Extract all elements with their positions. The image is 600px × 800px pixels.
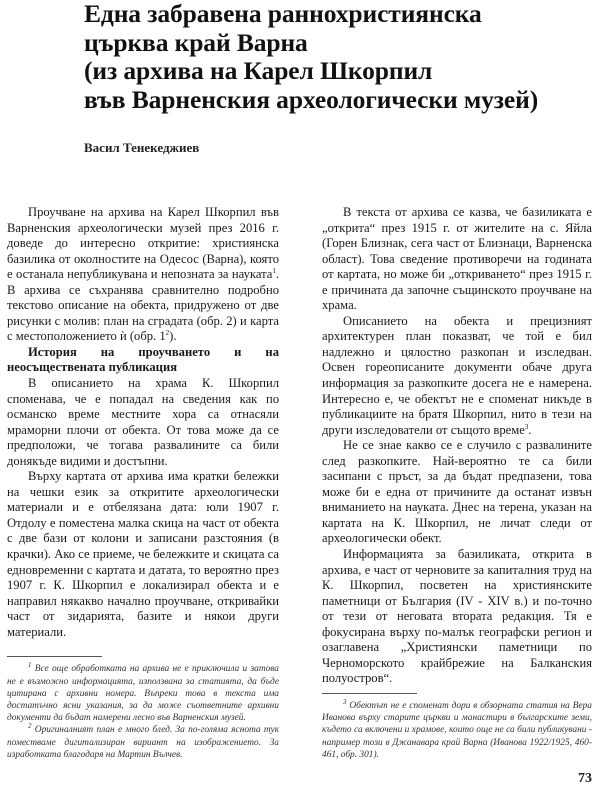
article-title [84,0,584,114]
paragraph-text: . В архива се съхранява сравнително подробно текстово описание на обекта, придружено от две рисунки с молив: план на сградата (обр. 2) и карта с местоположението ѝ (обр. 1 [7,267,279,344]
author-name: Васил Тенекеджиев [84,140,200,155]
footnote-divider [322,693,417,694]
paragraph-text: ). [169,329,177,344]
right-column [322,205,592,761]
footnote-ref-2[interactable]: 2 [165,329,170,338]
footnote-text: Все още обработката на архива не е приключила и затова не е възможно информацията, използвана за статията, да бъде цитирана с архивни номера. Въпреки това в текста има достатъчно ясни указания, за да може съответните архивни документи да бъдат намерени лесно във Варненския музей. [7,664,279,724]
paragraph-text: Проучване на архива на Карел Шкорпил във Варненския археологически музей през 2016 г. доведе до интересно откритие: християнска базилика от околностите на Одесос (Варна), която е останала непубликувана и непозната за науката [7,205,279,282]
left-column [7,205,279,761]
footnote-number: 1 [28,661,32,670]
footnote-divider [7,656,102,657]
page-number: 73 [578,771,592,786]
footnote-number: 3 [343,697,347,706]
paragraph-text: Описанието на обекта и прецизният архитектурен план показват, че той е бил надлежно и цялостно разкопан и изследван. Освен гореописаните документи обаче друга информация за разкопките досега не е намерена. Интересно е, че обектът не е споменат никъде в публикациите на братя Шкорпил, нито в тези на други изследователи от същото време [322,313,592,437]
section-subheading: История на проучването и на неосъществената публикация [7,344,279,375]
footnote-1 [7,663,279,724]
title-line-4: във Варненския археологически музей) [84,84,539,114]
footnote-2 [7,724,279,761]
title-line-2: църква край Варна [84,27,308,57]
footnote-ref-3[interactable]: 3 [524,422,529,431]
paragraph: Информацията за базиликата, открита в архива, е част от черновите за капиталния труд на К. Шкорпил, посветен на християнските паметници от България (IV - XIV в.) и по-точно от тези от неговата втората редакция. Тя е фокусирана върху по-малък географски регион и озаглавена „Християнски паметници по Черноморското крайбрежие на Балканския полуостров“. [322,547,592,686]
footnote-3 [322,697,592,761]
paragraph: Не се знае какво се е случило с развалините след разкопките. Най-вероятно те са били засипани с пръст, за да бъдат предпазени, това може би е една от причините да останат извън вниманието на науката. Днес на терена, указан на картата на К. Шкорпил, не личат следи от археологически обект. [322,438,592,546]
paragraph [322,314,592,438]
footnote-text: Оригиналният план е много блед. За по-голяма яснота тук поместваме дигитализиран вариант на изображението. За изработката благодаря на Мартин Вълчев. [7,725,279,760]
footnote-ref-1[interactable]: 1 [272,267,276,275]
paragraph: Върху картата от архива има кратки бележки на чешки език за откритите археологически материали и е отбелязана дата: юли 1907 г. Отдолу е поместена малка скица на част от обекта с две бази от колони и записани разстояния (в крачки). Ако се приеме, че бележките и скицата са едновременни с картата и датата, то вероятно през 1907 г. К. Шкорпил е локализирал обекта и е направил някакво начално проучване, откривайки част от зидарията, базите и някои други материали. [7,469,279,639]
title-line-3: (из архива на Карел Шкорпил [84,56,433,85]
paragraph: В текста от архива се казва, че базиликата е „открита“ през 1915 г. от жителите на с. Яйла (Горен Близнак, сега част от Близнаци, Варненска област). Това сведение противоречи на годината от картата, но може би „откриването“ през 1915 г. е причината да започне същинското проучване на храма. [322,205,592,313]
footnote-number: 2 [28,722,32,731]
footnote-text: Обектът не е споменат дори в обзорната статия на Вера Иванова върху старите църкви и манастири в българските земи, където са включени и храмове, които още не са били публикувани - например този в Джанавара край Варна (Иванова 1922/1925, 460-461, обр. 301). [322,700,592,760]
paragraph-text: . [528,422,532,437]
paragraph: В описанието на храма К. Шкорпил споменава, че е попадал на сведения как по османско време местните хора са отнасяли мраморни плочи от обекта. От това може да се предположи, че тогава развалините са били донякъде видими и достъпни. [7,376,279,468]
title-line-1: Една забравена раннохристиянска [84,0,482,28]
paragraph-intro [7,205,279,345]
